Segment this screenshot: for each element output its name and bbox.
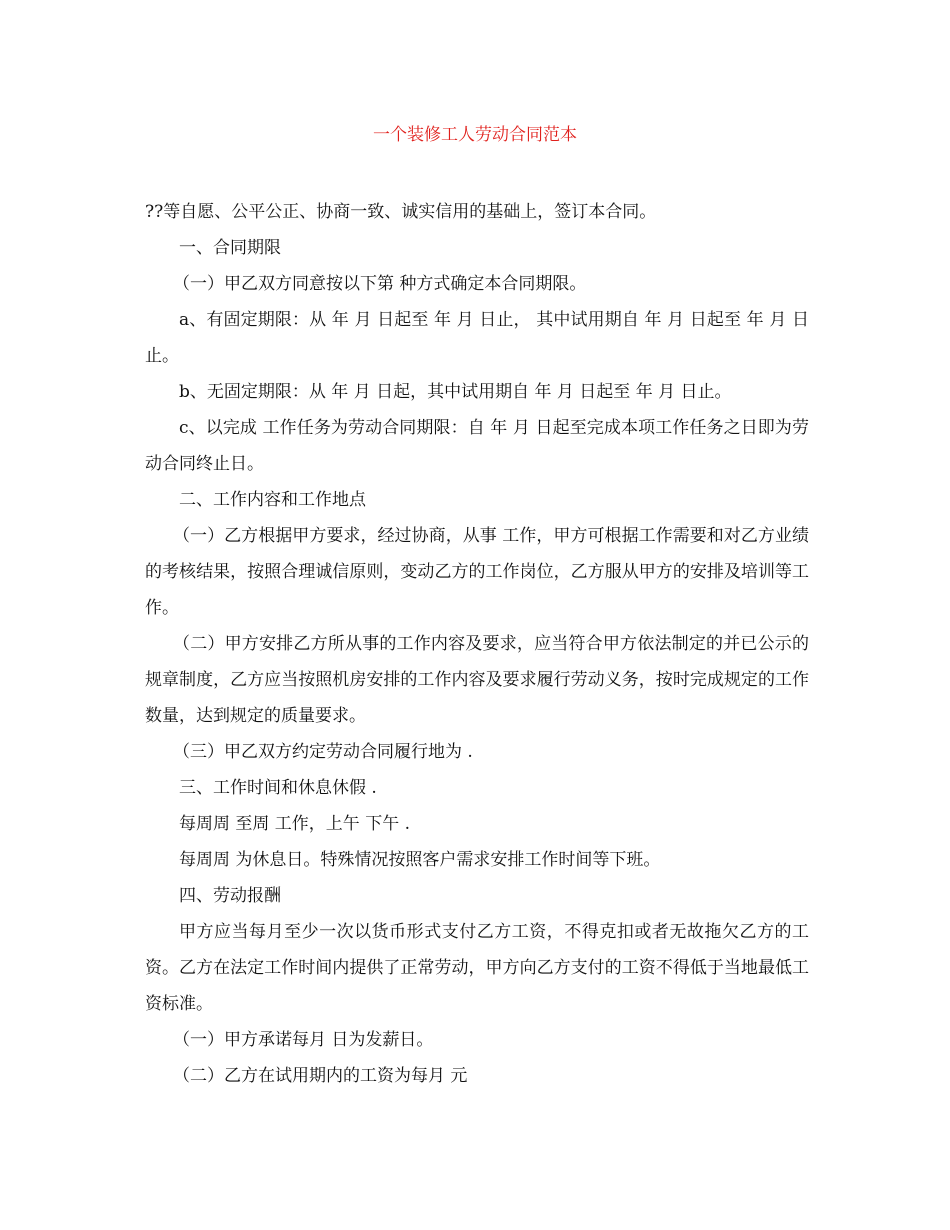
paragraph-probation-wage: （二）乙方在试用期内的工资为每月 元 xyxy=(173,1066,468,1086)
paragraph-work-days: 每周周 至周 工作，上午 下午 . xyxy=(179,814,411,834)
paragraph-intro: ??等自愿、公平公正、协商一致、诚实信用的基础上，签订本合同。 xyxy=(145,202,657,222)
paragraph-fixed-term: a、有固定期限：从 年 月 日起至 年 月 日止， 其中试用期自 年 月 日起至 年 月 日止。 xyxy=(145,310,809,366)
paragraph-wage-payment: 甲方应当每月至少一次以货币形式支付乙方工资，不得克扣或者无故拖欠乙方的工资。乙方在法定工作时间内提供了正常劳动，甲方向乙方支付的工资不得低于当地最低工资标准。 xyxy=(145,922,809,1014)
document-title: 一个装修工人劳动合同范本 xyxy=(373,125,577,145)
document-body xyxy=(145,194,809,1094)
section-heading-contract-term: 一、合同期限 xyxy=(179,238,281,258)
paragraph-open-term: b、无固定期限：从 年 月 日起，其中试用期自 年 月 日起至 年 月 日止。 xyxy=(179,382,732,402)
section-heading-work-content: 二、工作内容和工作地点 xyxy=(179,490,366,510)
paragraph-work-location: （三）甲乙双方约定劳动合同履行地为 . xyxy=(173,742,473,762)
section-heading-work-hours: 三、工作时间和休息休假 . xyxy=(179,778,377,798)
paragraph-task-term: c、以完成 工作任务为劳动合同期限：自 年 月 日起至完成本项工作任务之日即为劳动合同终止日。 xyxy=(145,418,809,474)
paragraph-work-requirements: （二）甲方安排乙方所从事的工作内容及要求，应当符合甲方依法制定的并已公示的规章制度，乙方应当按照机房安排的工作内容及要求履行劳动义务，按时完成规定的工作数量，达到规定的质量要求。 xyxy=(145,634,809,726)
paragraph-payday: （一）甲方承诺每月 日为发薪日。 xyxy=(173,1030,434,1050)
paragraph-work-assignment: （一）乙方根据甲方要求，经过协商，从事 工作，甲方可根据工作需要和对乙方业绩的考核结果，按照合理诚信原则，变动乙方的工作岗位，乙方服从甲方的安排及培训等工作。 xyxy=(145,526,809,618)
section-heading-remuneration: 四、劳动报酬 xyxy=(179,886,281,906)
paragraph-rest-days: 每周周 为休息日。特殊情况按照客户需求安排工作时间等下班。 xyxy=(179,850,661,870)
paragraph-term-method: （一）甲乙双方同意按以下第 种方式确定本合同期限。 xyxy=(173,274,587,294)
